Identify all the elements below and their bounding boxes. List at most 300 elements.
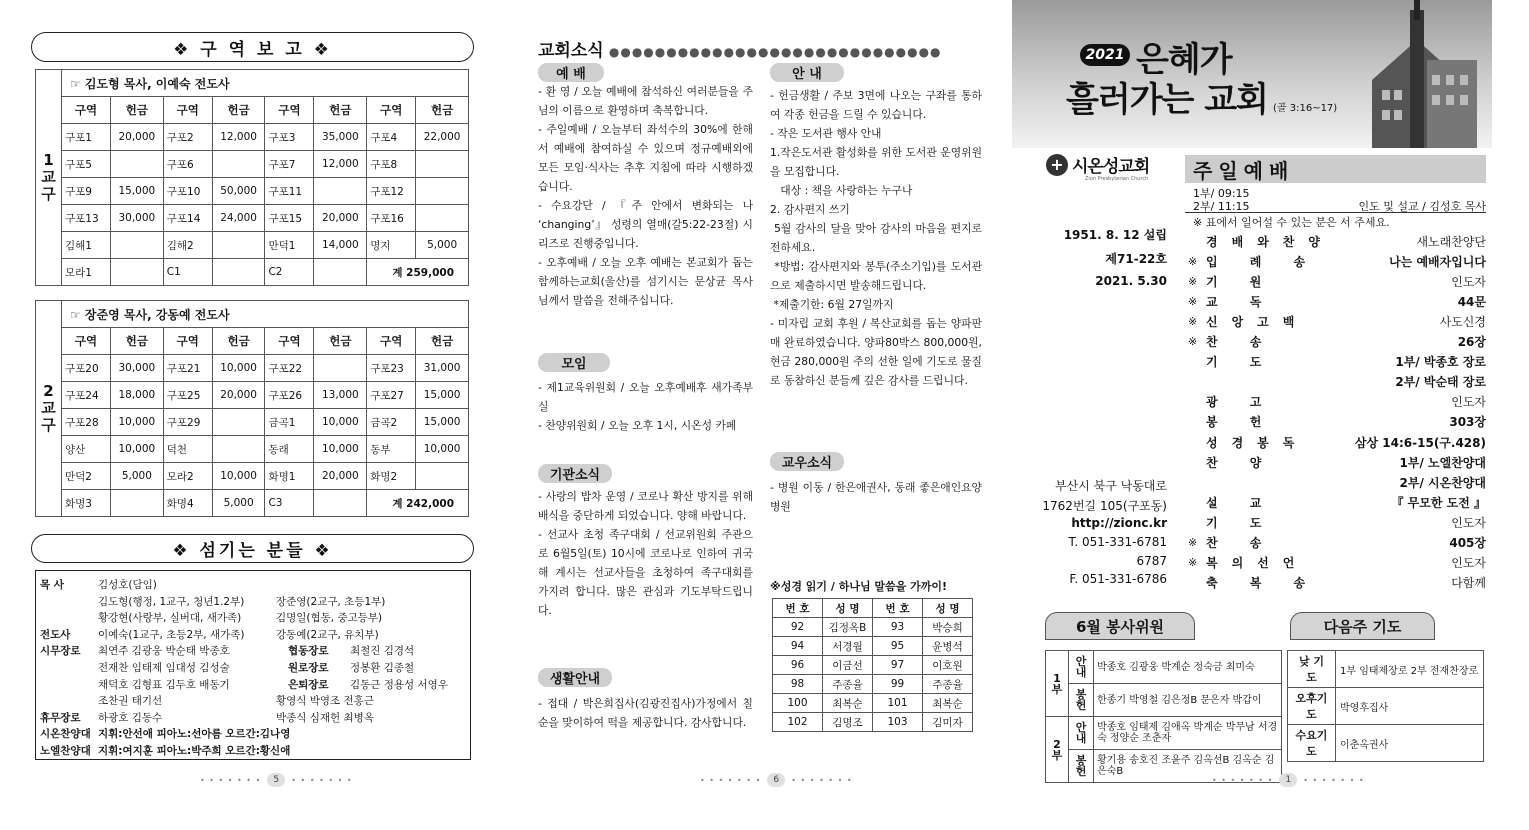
table-cell: 24,000 (212, 205, 265, 232)
prayer-title: 다음주 기도 (1290, 612, 1435, 640)
server-names-2: 정봉환 김종철 (350, 662, 415, 674)
order-label: 기 도 (1206, 355, 1276, 370)
table-cell: 구포7 (265, 151, 314, 178)
table-cell: 구포8 (367, 151, 416, 178)
table-cell (416, 178, 469, 205)
district-report-title: ❖ 구 역 보 고 ❖ (31, 32, 474, 62)
table-cell (111, 151, 164, 178)
address-2: 1762번길 105(구포동) (1042, 499, 1167, 513)
table-cell: 구포14 (163, 205, 212, 232)
order-value: 나는 예배자입니다 (1389, 254, 1486, 269)
worship-order-row (1188, 391, 1486, 413)
bible-cell: 김미자 (923, 713, 973, 732)
volunteers-table (1045, 650, 1282, 783)
worship-title-text: 주일예배 (1193, 158, 1295, 183)
column-header: 구역 (62, 97, 111, 124)
table-cell: C2 (265, 259, 314, 286)
worship-order-row (1188, 431, 1486, 453)
table-cell: 30,000 (111, 205, 164, 232)
bible-header: 번 호 (773, 599, 823, 618)
stand-mark: ※ (1188, 314, 1198, 328)
table-cell: 동래 (265, 436, 314, 463)
table-cell: 구포27 (367, 382, 416, 409)
year-badge: 2021 (1080, 44, 1130, 66)
worship-order-row (1188, 491, 1486, 513)
worship-order-row (1188, 451, 1486, 473)
table-cell: 모라2 (163, 463, 212, 490)
table-cell: 구포21 (163, 355, 212, 382)
slogan-line-2 (1066, 72, 1337, 121)
vol-role: 안내 (1068, 717, 1093, 750)
table-cell (111, 232, 164, 259)
bible-cell: 이금선 (823, 656, 873, 675)
news-item: 5월 감사의 달을 맞아 감사의 마음을 편지로 전하세요. (770, 222, 986, 254)
tag-meeting: 모임 (538, 353, 610, 372)
server-names: 지휘:안선애 피아노:선아름 오르간:김나영 (98, 728, 291, 741)
order-label: 성경봉독 (1206, 435, 1309, 450)
page-footer-5: • • • • • • • 5 • • • • • • • (200, 775, 353, 785)
table-cell (212, 151, 265, 178)
server-names: 전재찬 임태제 임대성 김성술 (98, 662, 230, 674)
server-role: 시무장로 (40, 645, 81, 658)
table-cell: 구포2 (163, 124, 212, 151)
table-cell (314, 259, 367, 286)
table-cell: 20,000 (314, 463, 367, 490)
table-cell (416, 205, 469, 232)
table-cell: 구포4 (367, 124, 416, 151)
table-cell: 만덕1 (265, 232, 314, 259)
vol-role: 안내 (1068, 651, 1093, 684)
news-item: - 접대 / 박은희집사(김광진집사)가정에서 칠순을 맞이하여 떡을 제공합니다. 감사합니다. (538, 697, 753, 729)
news-item: *방법: 감사편지와 봉투(주소기입)를 도서관으로 제출하시면 발송해드립니다. (770, 260, 982, 292)
prayer-kind: 오후기도 (1288, 688, 1336, 725)
website-link[interactable]: http://zionc.kr (1071, 516, 1167, 530)
district-2-table (35, 300, 469, 517)
server-names: 하광호 김동수 (98, 711, 163, 724)
bible-reading-table (772, 598, 973, 732)
page-number: 6 (767, 773, 785, 787)
district-side-label: 2 교 구 (36, 301, 62, 517)
server-role-2: 은퇴장로 (288, 678, 329, 691)
bible-header: 성 명 (923, 599, 973, 618)
table-cell: 만덕2 (62, 463, 111, 490)
table-cell: 동부 (367, 436, 416, 463)
order-value: 다함께 (1451, 576, 1486, 591)
server-names: 김성호(담임) (98, 579, 157, 591)
vol-names: 박종호 김광웅 박계순 정숙금 최미숙 (1094, 651, 1282, 684)
server-names: 김도형(행정, 1교구, 청년1.2부) (98, 595, 245, 608)
bible-cell: 최복순 (823, 694, 873, 713)
table-cell: 15,000 (111, 178, 164, 205)
server-role-2: 원로장로 (288, 662, 329, 674)
server-names-2: 강동예(2교구, 유치부) (276, 628, 379, 641)
slogan-line-1: 은혜가 (1136, 40, 1232, 80)
table-cell: 구포16 (367, 205, 416, 232)
table-cell: 구포26 (265, 382, 314, 409)
bible-cell: 102 (773, 713, 823, 732)
table-cell: 화명3 (62, 490, 111, 517)
order-value: 303장 (1449, 415, 1486, 430)
table-cell: 20,000 (212, 382, 265, 409)
servers-list (35, 570, 471, 760)
order-label: 설 교 (1206, 495, 1276, 510)
table-cell: 구포15 (265, 205, 314, 232)
bible-cell: 94 (773, 637, 823, 656)
column-header: 구역 (367, 97, 416, 124)
news-item: - 오후예배 / 오늘 오후 예배는 본교회가 돕는 함께하는교회(울산)를 섬기시는 문상균 목사님께서 말씀을 전해주십니다. (538, 256, 757, 307)
table-cell (314, 178, 367, 205)
table-cell: 10,000 (111, 436, 164, 463)
news-item: - 찬양위원회 / 오늘 오후 1시, 시온성 카페 (538, 419, 737, 432)
news-item: 대상 : 책을 사랑하는 누구나 (770, 184, 913, 197)
district-pastors: ☞ 장준영 목사, 강동예 전도사 (62, 301, 469, 328)
table-cell: 구포3 (265, 124, 314, 151)
bible-cell: 98 (773, 675, 823, 694)
table-cell: 10,000 (314, 436, 367, 463)
order-value: 405장 (1449, 536, 1486, 550)
prayer-person: 이춘옥권사 (1336, 725, 1484, 762)
org-news (538, 487, 757, 620)
founded: 1951. 8. 12 설립 (1063, 228, 1167, 242)
table-cell: 김해1 (62, 232, 111, 259)
vol-role: 봉헌 (1068, 684, 1093, 717)
order-value: 사도신경 (1439, 314, 1486, 329)
slogan-text: 흘러가는 교회 (1066, 80, 1268, 120)
column-header: 구역 (163, 97, 212, 124)
stand-mark: ※ (1188, 335, 1198, 348)
bible-cell: 서경월 (823, 637, 873, 656)
cross-icon: + (1046, 154, 1068, 176)
order-value: 『 무모한 도전 』 (1391, 495, 1486, 510)
news-item: - 수요강단 / 『주 안에서 변화되는 나 ‘changing’』 성령의 열매(갈5:22-23절) 시리즈로 진행중입니다. (538, 199, 757, 250)
table-cell: 금곡1 (265, 409, 314, 436)
worship-time-1: 1부/ 09:15 (1193, 187, 1250, 200)
table-cell: 구포28 (62, 409, 111, 436)
news-item: - 작은 도서관 행사 안내 (770, 127, 882, 140)
page-number: 5 (267, 773, 285, 787)
worship-title (1185, 155, 1486, 183)
news-item: - 제1교육위원회 / 오늘 오후예배후 새가족부실 (538, 381, 753, 413)
bible-header: 성 명 (823, 599, 873, 618)
news-item: - 헌금생활 / 주보 3면에 나오는 구좌를 통하여 각종 헌금을 드릴 수 있습니다. (770, 89, 982, 121)
server-names: 이예숙(1교구, 초등2부, 새가족) (98, 628, 245, 641)
worship-order-row (1188, 310, 1486, 332)
news-item: - 사랑의 밥차 운영 / 코로나 확산 방지를 위해 배식을 중단하게 되었습니다. 양해 바랍니다. (538, 490, 757, 522)
bible-cell: 김정옥B (823, 618, 873, 637)
notice-news (770, 86, 986, 390)
column-header: 구역 (367, 328, 416, 355)
table-cell: 15,000 (416, 409, 469, 436)
vol-group: 1부 (1046, 651, 1069, 717)
table-cell: 14,000 (314, 232, 367, 259)
bible-cell: 99 (873, 675, 923, 694)
table-cell: 22,000 (416, 124, 469, 151)
table-cell: 구포22 (265, 355, 314, 382)
server-role: 휴무장로 (40, 711, 81, 724)
stand-mark: ※ (1188, 294, 1198, 308)
order-value: 26장 (1457, 335, 1486, 349)
table-cell: 10,000 (212, 355, 265, 382)
server-names-2: 김동근 정용성 서영우 (350, 678, 448, 691)
order-label: 찬 양 (1206, 455, 1276, 470)
table-cell: 구포13 (62, 205, 111, 232)
news-item: *제출기한: 6월 27일까지 (770, 298, 894, 311)
prayer-kind: 낮 기 도 (1288, 651, 1336, 688)
prayer-kind: 수요기도 (1288, 725, 1336, 762)
table-cell (212, 436, 265, 463)
address-1: 부산시 북구 낙동대로 (1055, 479, 1167, 493)
news-item: - 주일예배 / 오늘부터 좌석수의 30%에 한해서 예배에 참여하실 수 있으며 정규예배외에 모든 모임·식사는 추후 지침에 따라 시행하겠습니다. (538, 123, 757, 193)
tag-members: 교우소식 (770, 452, 844, 471)
order-label: 기 원 (1206, 274, 1276, 289)
district-side-label: 1 교 구 (36, 70, 62, 286)
table-cell: 화명2 (367, 463, 416, 490)
server-names-2: 박종식 심재헌 최병옥 (276, 711, 374, 724)
order-label: 찬 송 (1206, 536, 1276, 550)
order-value: 1부/ 노엘찬양대 (1399, 455, 1486, 470)
bible-title: ※성경 읽기 / 하나님 말씀을 가까이! (770, 580, 948, 593)
worship-order-row (1188, 351, 1486, 373)
table-cell: 명지 (367, 232, 416, 259)
stand-mark: ※ (1188, 274, 1198, 288)
news-item: - 환 영 / 오늘 예배에 참석하신 여러분들을 주님의 이름으로 환영하며 축복합니다. (538, 85, 753, 117)
table-cell: 구포23 (367, 355, 416, 382)
order-label: 광 고 (1206, 395, 1276, 410)
table-cell: C1 (163, 259, 212, 286)
column-header: 구역 (163, 328, 212, 355)
column-header: 헌금 (416, 97, 469, 124)
bible-cell: 92 (773, 618, 823, 637)
district-total: 계 259,000 (367, 259, 469, 286)
table-cell: 35,000 (314, 124, 367, 151)
bible-cell: 김명조 (823, 713, 873, 732)
servers-title: ❖ 섬기는 분들 ❖ (31, 534, 474, 563)
table-cell: 구포29 (163, 409, 212, 436)
volunteers-title: 6월 봉사위원 (1045, 612, 1195, 640)
server-names: 채덕호 김형표 김두호 배동기 (98, 678, 230, 691)
worship-order-row (1188, 331, 1486, 353)
order-label: 봉 헌 (1206, 415, 1276, 430)
bible-cell: 윤병석 (923, 637, 973, 656)
page-footer-6: • • • • • • • 6 • • • • • • • (700, 775, 853, 785)
table-cell: 양산 (62, 436, 111, 463)
order-value: 인도자 (1451, 274, 1486, 289)
worship-order-row (1188, 532, 1486, 554)
table-cell (314, 355, 367, 382)
order-value: 1부/ 박종호 장로 (1395, 355, 1486, 370)
stand-mark: ※ (1188, 556, 1198, 570)
table-cell: 20,000 (111, 124, 164, 151)
table-cell: 5,000 (416, 232, 469, 259)
issue-number: 제71-22호 (1105, 252, 1167, 266)
bible-cell: 96 (773, 656, 823, 675)
column-header: 헌금 (314, 328, 367, 355)
worship-order-row (1188, 270, 1486, 292)
worship-order-row (1188, 371, 1486, 393)
table-cell: 20,000 (314, 205, 367, 232)
order-label: 축 복 송 (1206, 576, 1320, 591)
table-cell: 12,000 (212, 124, 265, 151)
bible-cell: 최복순 (923, 694, 973, 713)
column-header: 헌금 (111, 97, 164, 124)
column-header: 헌금 (212, 97, 265, 124)
order-label: 신앙고백 (1206, 314, 1309, 329)
vol-role: 봉헌 (1068, 750, 1093, 783)
table-cell: 18,000 (111, 382, 164, 409)
order-label: 복의선언 (1206, 556, 1309, 571)
prayer-person: 박영후집사 (1336, 688, 1484, 725)
bible-cell: 이호원 (923, 656, 973, 675)
column-header: 헌금 (111, 328, 164, 355)
order-label: 기 도 (1206, 515, 1276, 530)
tag-org: 기관소식 (538, 464, 612, 483)
bible-cell: 101 (873, 694, 923, 713)
table-cell: 구포1 (62, 124, 111, 151)
table-cell (314, 490, 367, 517)
server-role: 전도사 (40, 628, 71, 641)
church-subname: Zion Presbyterian Church (1085, 176, 1149, 182)
table-cell: 화명4 (163, 490, 212, 517)
stand-mark: ※ (1188, 254, 1198, 268)
bible-cell: 103 (873, 713, 923, 732)
meeting-news (538, 378, 753, 435)
prayer-table (1287, 650, 1484, 762)
church-building-image (1342, 0, 1492, 148)
table-cell: 구포24 (62, 382, 111, 409)
table-cell (212, 259, 265, 286)
worship-order-row (1188, 411, 1486, 433)
table-cell: 구포10 (163, 178, 212, 205)
bible-cell: 95 (873, 637, 923, 656)
column-header: 구역 (265, 328, 314, 355)
table-cell: 5,000 (111, 463, 164, 490)
news-title-text: 교회소식 (538, 41, 604, 61)
news-item: - 미자립 교회 후원 / 복산교회를 돕는 양파판매 완료하였습니다. 양파80박스 800,000원, 현금 280,000원 주의 선한 일에 기도로 물질로 동참하신 분들께 깊은 감사를 드립니다. (770, 317, 986, 387)
server-role: 목 사 (40, 579, 64, 591)
order-value: 2부/ 박순태 장로 (1395, 375, 1486, 390)
table-cell: 김해2 (163, 232, 212, 259)
tag-life: 생활안내 (538, 668, 612, 687)
table-cell: 덕천 (163, 436, 212, 463)
order-label: 찬 송 (1206, 335, 1276, 349)
order-value: 인도자 (1451, 515, 1486, 530)
server-role-2: 협동장로 (288, 645, 329, 658)
table-cell: 10,000 (416, 436, 469, 463)
district-pastors: ☞ 김도형 목사, 이예숙 전도사 (62, 70, 469, 97)
news-item: 1.작은도서관 활성화를 위한 도서관 운영위원을 모집합니다. (770, 146, 982, 178)
table-cell: 30,000 (111, 355, 164, 382)
worship-time-2: 2부/ 11:15 (1193, 200, 1250, 213)
table-cell: 구포12 (367, 178, 416, 205)
server-role: 시온찬양대 (40, 728, 91, 741)
bible-cell: 100 (773, 694, 823, 713)
server-names-2: 최철진 김경석 (350, 645, 415, 658)
worship-order-row (1188, 290, 1486, 312)
order-label: 입 례 송 (1206, 254, 1320, 269)
church-logo (1046, 152, 1149, 177)
table-cell (212, 232, 265, 259)
bible-cell: 주종율 (823, 675, 873, 694)
column-header: 구역 (265, 97, 314, 124)
table-cell: 12,000 (314, 151, 367, 178)
stand-note: ※ 표에서 일어설 수 있는 분은 서 주세요. (1193, 216, 1390, 229)
order-value: 인도자 (1451, 395, 1486, 410)
table-cell: 구포9 (62, 178, 111, 205)
table-cell: 모라1 (62, 259, 111, 286)
table-cell: C3 (265, 490, 314, 517)
members-news (770, 478, 982, 516)
table-cell: 구포11 (265, 178, 314, 205)
server-role: 노엘찬양대 (40, 745, 91, 757)
server-names-2: 황영식 박영조 전홍근 (276, 695, 374, 708)
worship-leader: 인도 및 설교 / 김성호 목사 (1358, 200, 1486, 213)
table-cell: 구포25 (163, 382, 212, 409)
tag-notice: 안 내 (770, 63, 844, 82)
vol-names: 한종기 박영철 김은정B 문은자 박갑이 (1094, 684, 1282, 717)
telephone-2: 6787 (1136, 554, 1167, 568)
column-header: 헌금 (212, 328, 265, 355)
district-1-table (35, 69, 469, 286)
server-names: 황강현(사랑부, 실버대, 새가족) (98, 612, 242, 625)
order-line (1185, 212, 1486, 213)
worship-news (538, 82, 757, 310)
worship-order-row (1188, 572, 1486, 594)
worship-order-row (1188, 552, 1486, 574)
worship-order-row (1188, 511, 1486, 533)
fax: F. 051-331-6786 (1069, 572, 1167, 586)
vol-names: 박종호 임태제 김애옥 박계순 박무남 서경숙 정양순 조춘자 (1094, 717, 1282, 750)
order-value: 44문 (1457, 294, 1486, 309)
page-footer-1: • • • • • • • 1 • • • • • • • (1212, 775, 1365, 785)
table-cell (212, 409, 265, 436)
order-value: 인도자 (1451, 556, 1486, 571)
telephone: T. 051-331-6781 (1068, 535, 1167, 549)
server-names: 조찬권 태기선 (98, 695, 163, 708)
order-value: 새노래찬양단 (1416, 234, 1486, 249)
bible-header: 번 호 (873, 599, 923, 618)
order-label: 교 독 (1206, 294, 1276, 309)
table-cell: 31,000 (416, 355, 469, 382)
stand-mark: ※ (1188, 536, 1198, 549)
table-cell: 10,000 (314, 409, 367, 436)
server-names: 지휘:여지훈 피아노:박주희 오르간:황신애 (98, 745, 291, 757)
table-cell: 5,000 (212, 490, 265, 517)
district-total: 계 242,000 (367, 490, 469, 517)
news-item: - 병원 이동 / 한은애권사, 동래 좋은애인요양병원 (770, 481, 982, 513)
column-header: 헌금 (314, 97, 367, 124)
prayer-person: 1부 임태제장로 2부 전재찬장로 (1336, 651, 1484, 688)
vol-names: 황기용 송호진 조윤주 김옥선B 김옥순 김은숙B (1094, 750, 1282, 783)
news-item: - 선교사 초청 족구대회 / 선교위원회 주관으로 6월5일(토) 10시에 코로나로 인하여 귀국해 계시는 선교사들을 초청하여 족구대회를 가지려 합니다. 많은 관심과 기도부탁드립니다. (538, 528, 757, 617)
news-item: 2. 감사편지 쓰기 (770, 203, 850, 216)
bible-cell: 93 (873, 618, 923, 637)
table-cell: 15,000 (416, 382, 469, 409)
church-name: 시온성교회 (1072, 157, 1150, 177)
table-cell: 구포6 (163, 151, 212, 178)
table-cell (111, 490, 164, 517)
order-value: 삼상 14:6-15(구.428) (1354, 435, 1486, 450)
column-header: 구역 (62, 328, 111, 355)
worship-order-row (1188, 230, 1486, 252)
table-cell: 10,000 (212, 463, 265, 490)
news-title: 교회소식 ●●●●●●●●●●●●●●●●●●●●●●●●●●●●● (538, 41, 942, 61)
tag-worship: 예 배 (538, 63, 604, 82)
worship-order-row (1188, 471, 1486, 493)
table-cell: 10,000 (111, 409, 164, 436)
page-number: 1 (1279, 773, 1297, 787)
column-header: 헌금 (416, 328, 469, 355)
issue-date: 2021. 5.30 (1095, 274, 1167, 288)
